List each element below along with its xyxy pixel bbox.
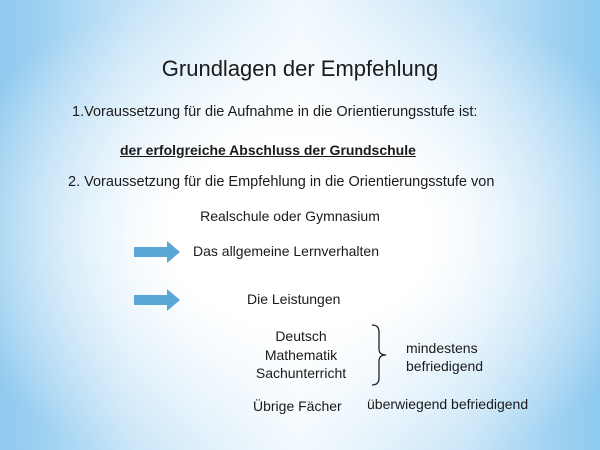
requirement-2-schools: Realschule oder Gymnasium [200,208,380,224]
curly-brace-icon [370,324,388,386]
other-subjects-label: Übrige Fächer [253,398,342,414]
requirement-1-detail: der erfolgreiche Abschluss der Grundschule [120,142,416,158]
subject-item: Mathematik [264,346,338,363]
criterion-learning-behavior: Das allgemeine Lernverhalten [193,243,379,259]
core-subjects-list [246,327,356,383]
core-subjects-requirement [406,339,483,375]
right-arrow-icon [134,241,180,263]
criterion-performance: Die Leistungen [247,291,341,307]
right-arrow-icon [134,289,180,311]
requirement-line-1: mindestens [406,340,478,356]
requirement-2: 2. Voraussetzung für die Empfehlung in die Orientierungsstufe von [68,174,495,190]
subject-item: Deutsch [275,328,327,344]
requirement-1: 1.Voraussetzung für die Aufnahme in die Orientierungsstufe ist: [72,104,478,120]
other-subjects-requirement: überwiegend befriedigend [367,396,529,412]
slide-title: Grundlagen der Empfehlung [161,56,439,81]
requirement-line-2: befriedigend [406,358,484,374]
subject-item: Sachunterricht [255,365,347,381]
